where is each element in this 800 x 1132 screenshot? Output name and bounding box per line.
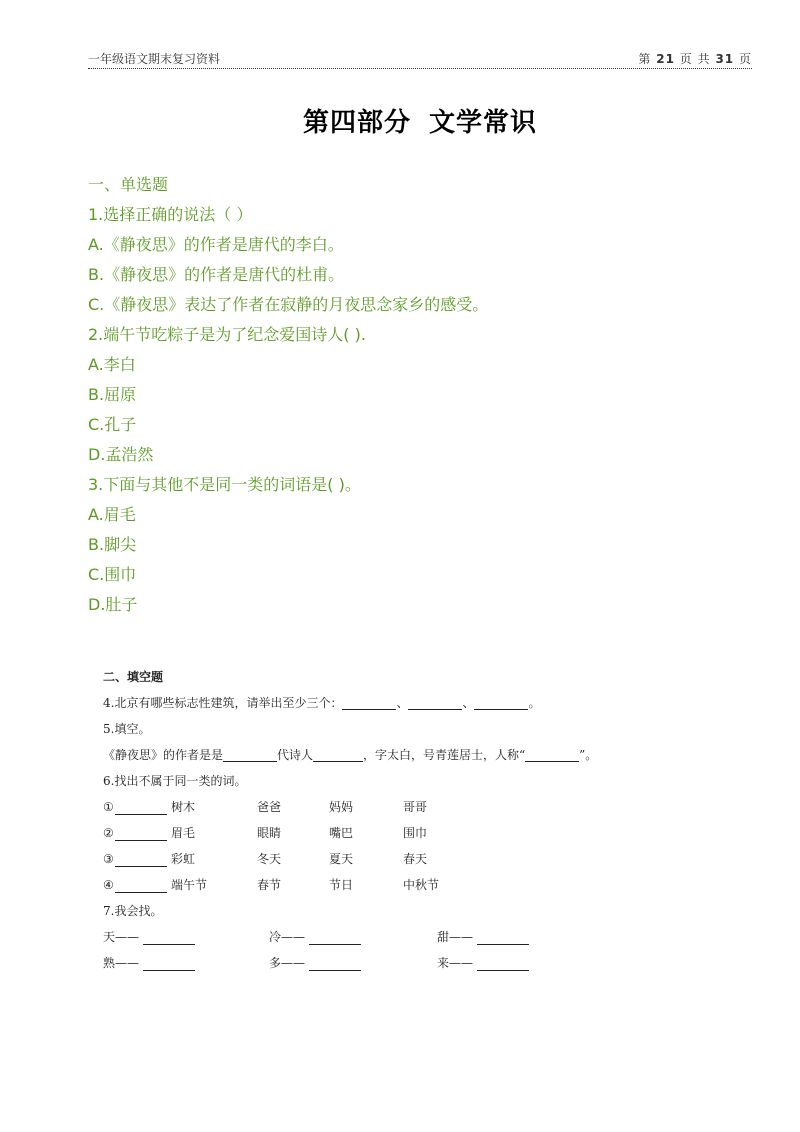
list-item: C.《静夜思》表达了作者在寂静的月夜思念家乡的感受。 (88, 295, 489, 314)
table-row: ④ 端午节 春节 节日 中秋节 (103, 878, 440, 892)
answer-blank[interactable] (115, 878, 167, 893)
section-heading: 一、单选题 (88, 175, 169, 194)
list-item: A.《静夜思》的作者是唐代的李白。 (88, 235, 344, 254)
answer-blank[interactable] (309, 930, 361, 945)
single-choice-section (88, 170, 488, 620)
list-item: C.孔子 (88, 415, 137, 434)
list-item: C.围巾 (88, 565, 137, 584)
answer-blank[interactable] (143, 956, 195, 971)
answer-blank[interactable] (342, 695, 396, 710)
document-title: 一年级语文期末复习资料 (88, 52, 221, 66)
page-header (88, 46, 752, 69)
fill-blank-section (103, 664, 663, 976)
list-item: B.《静夜思》的作者是唐代的杜甫。 (88, 265, 345, 284)
answer-blank[interactable] (115, 800, 167, 815)
answer-blank[interactable] (474, 695, 528, 710)
list-item: B.屈原 (88, 385, 137, 404)
answer-blank[interactable] (309, 956, 361, 971)
answer-blank[interactable] (313, 747, 363, 762)
list-item: 2.端午节吃粽子是为了纪念爱国诗人( ). (88, 325, 366, 344)
page-title: 第四部分 文学常识 (302, 108, 538, 138)
answer-blank[interactable] (115, 826, 167, 841)
answer-blank[interactable] (477, 956, 529, 971)
list-item: A.李白 (88, 355, 136, 374)
answer-blank[interactable] (115, 852, 167, 867)
table-row: 天—— 冷—— 甜—— (103, 924, 663, 950)
answer-blank[interactable] (525, 747, 579, 762)
answer-blank[interactable] (477, 930, 529, 945)
list-item: D.肚子 (88, 595, 138, 614)
question-5-title: 5.填空。 (103, 722, 151, 736)
answer-blank[interactable] (408, 695, 462, 710)
list-item: D.孟浩然 (88, 445, 154, 464)
question-7-title: 7.我会找。 (103, 904, 163, 918)
question-4: 4.北京有哪些标志性建筑，请举出至少三个： 、 、 。 (103, 696, 541, 710)
list-item: 3.下面与其他不是同一类的词语是( )。 (88, 475, 361, 494)
list-item: 1.选择正确的说法（ ） (88, 205, 253, 224)
question-5: 《静夜思》的作者是是 代诗人 ，字太白，号青莲居士，人称“ ”。 (103, 748, 598, 762)
question-6-title: 6.找出不属于同一类的词。 (103, 774, 247, 788)
answer-blank[interactable] (223, 747, 277, 762)
table-row: ① 树木 爸爸 妈妈 哥哥 (103, 800, 428, 814)
list-item: B.脚尖 (88, 535, 137, 554)
table-row: ② 眉毛 眼睛 嘴巴 围巾 (103, 826, 428, 840)
table-row: ③ 彩虹 冬天 夏天 春天 (103, 852, 428, 866)
page-number: 第 21 页 共 31 页 (638, 52, 752, 66)
answer-blank[interactable] (143, 930, 195, 945)
list-item: A.眉毛 (88, 505, 136, 524)
table-row: 熟—— 多—— 来—— (103, 950, 663, 976)
section-heading: 二、填空题 (103, 670, 164, 684)
